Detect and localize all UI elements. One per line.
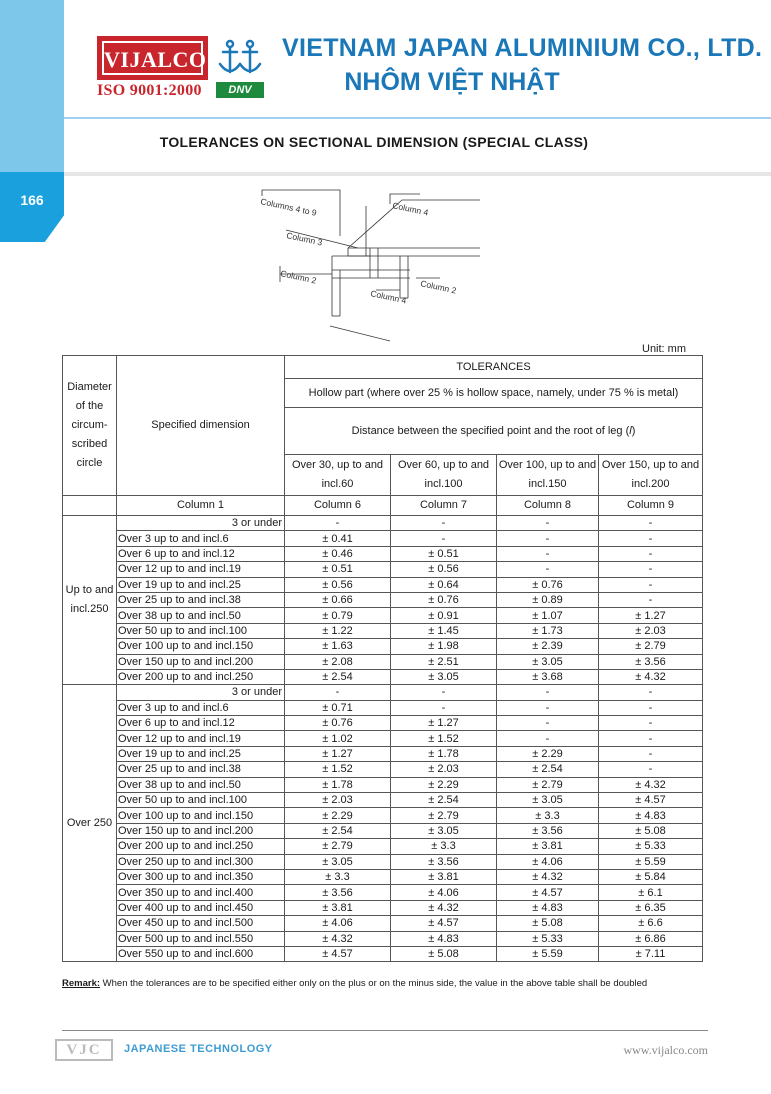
table-row: [63, 546, 703, 561]
tolerance-table: [62, 355, 703, 962]
tolerance-cell: ± 1.45: [391, 623, 497, 638]
dimension-cell: Over 19 up to and incl.25: [117, 577, 285, 592]
dimension-cell: Over 550 up to and incl.600: [117, 946, 285, 961]
tolerance-cell: ± 4.32: [599, 669, 703, 684]
dimension-cell: Over 500 up to and incl.550: [117, 931, 285, 946]
dimension-cell: Over 3 up to and incl.6: [117, 700, 285, 715]
tolerance-cell: ± 2.54: [497, 762, 599, 777]
sidebar-band: [0, 0, 64, 172]
table-row: [63, 839, 703, 854]
table-row: [63, 900, 703, 915]
header-range-9: Over 150, up to and incl.200: [599, 455, 703, 496]
tolerance-cell: ± 3.56: [497, 823, 599, 838]
tolerance-cell: ± 2.29: [285, 808, 391, 823]
diagram-label-columns-4-9: Columns 4 to 9: [259, 196, 318, 218]
section-diagram: [240, 186, 480, 346]
dimension-cell: Over 12 up to and incl.19: [117, 731, 285, 746]
tolerance-cell: ± 5.08: [497, 916, 599, 931]
dimension-cell: Over 3 up to and incl.6: [117, 531, 285, 546]
tolerance-cell: ± 3.81: [497, 839, 599, 854]
header-column-label: Column 1: [117, 496, 285, 516]
tolerance-cell: -: [497, 546, 599, 561]
tolerance-cell: ± 3.81: [285, 900, 391, 915]
footer-website[interactable]: www.vijalco.com: [623, 1043, 708, 1057]
table-row: [63, 516, 703, 531]
table-row: [63, 592, 703, 607]
tolerance-cell: ± 2.79: [599, 639, 703, 654]
tolerance-cell: ± 0.66: [285, 592, 391, 607]
tolerance-cell: ± 5.33: [497, 931, 599, 946]
dimension-cell: Over 250 up to and incl.300: [117, 854, 285, 869]
tolerance-cell: ± 5.33: [599, 839, 703, 854]
diagram-label-column-2-left: Column 2: [279, 268, 318, 286]
tolerance-cell: ± 4.83: [497, 900, 599, 915]
tolerance-cell: ± 2.79: [285, 839, 391, 854]
header-distance-symbol: l: [629, 424, 632, 437]
tolerance-cell: -: [497, 562, 599, 577]
tolerance-cell: ± 2.54: [391, 793, 497, 808]
tolerance-cell: ± 1.63: [285, 639, 391, 654]
tolerance-cell: ± 4.06: [391, 885, 497, 900]
dimension-cell: Over 6 up to and incl.12: [117, 546, 285, 561]
tolerance-cell: ± 4.06: [497, 854, 599, 869]
tolerance-cell: ± 5.84: [599, 869, 703, 884]
header-distance: [285, 408, 703, 455]
table-row: [63, 746, 703, 761]
tolerance-cell: ± 0.76: [391, 592, 497, 607]
header-column-label: Column 6: [285, 496, 391, 516]
header-column-label: Column 7: [391, 496, 497, 516]
table-row: [63, 639, 703, 654]
dimension-cell: Over 38 up to and incl.50: [117, 608, 285, 623]
tolerance-cell: ± 3.68: [497, 669, 599, 684]
tolerance-cell: ± 7.11: [599, 946, 703, 961]
tolerance-cell: ± 3.3: [497, 808, 599, 823]
tolerance-cell: ± 0.79: [285, 608, 391, 623]
diagram-label-column-4-top: Column 4: [391, 200, 430, 218]
tolerance-cell: ± 3.56: [285, 885, 391, 900]
tolerance-cell: ± 0.64: [391, 577, 497, 592]
tolerance-cell: -: [391, 700, 497, 715]
dimension-cell: Over 200 up to and incl.250: [117, 669, 285, 684]
tolerance-cell: ± 4.06: [285, 916, 391, 931]
group-label: Over 250: [63, 685, 117, 962]
table-row: [63, 823, 703, 838]
vijalco-logo-text: VIJALCO: [102, 41, 203, 75]
tolerance-cell: ± 1.02: [285, 731, 391, 746]
table-row: [63, 808, 703, 823]
table-row: [63, 762, 703, 777]
diagram-label-column-3: Column 3: [285, 230, 324, 248]
dimension-cell: Over 100 up to and incl.150: [117, 639, 285, 654]
tolerance-cell: ± 2.79: [391, 808, 497, 823]
table-row: [63, 885, 703, 900]
dimension-cell: Over 150 up to and incl.200: [117, 654, 285, 669]
tolerance-cell: ± 1.52: [285, 762, 391, 777]
tolerance-cell: ± 6.6: [599, 916, 703, 931]
company-name-vietnamese: NHÔM VIỆT NHẬT: [344, 68, 560, 96]
dimension-cell: Over 300 up to and incl.350: [117, 869, 285, 884]
tolerance-cell: ± 3.3: [285, 869, 391, 884]
title-divider: [64, 172, 771, 176]
tolerance-cell: -: [599, 685, 703, 700]
tolerance-cell: -: [391, 516, 497, 531]
remark-label: Remark:: [62, 978, 101, 989]
tolerance-cell: ± 1.78: [285, 777, 391, 792]
tolerance-cell: ± 0.89: [497, 592, 599, 607]
tolerance-cell: ± 5.59: [599, 854, 703, 869]
unit-label: Unit: mm: [642, 343, 686, 355]
tolerance-cell: ± 4.57: [285, 946, 391, 961]
tolerance-cell: ± 2.39: [497, 639, 599, 654]
dimension-cell: 3 or under: [117, 516, 285, 531]
tolerance-cell: ± 2.79: [497, 777, 599, 792]
footer-logo: VJC: [55, 1039, 113, 1061]
tolerance-cell: ± 1.98: [391, 639, 497, 654]
tolerance-cell: ± 6.1: [599, 885, 703, 900]
tolerance-cell: -: [599, 700, 703, 715]
tolerance-cell: -: [497, 731, 599, 746]
tolerance-cell: -: [497, 700, 599, 715]
dimension-cell: Over 150 up to and incl.200: [117, 823, 285, 838]
tolerance-cell: ± 1.78: [391, 746, 497, 761]
tolerance-cell: ± 1.73: [497, 623, 599, 638]
table-row: [63, 869, 703, 884]
tolerance-cell: -: [391, 531, 497, 546]
remark: [62, 978, 762, 989]
tolerance-cell: -: [599, 592, 703, 607]
tolerance-cell: ± 0.51: [285, 562, 391, 577]
remark-text: When the tolerances are to be specified either only on the plus or on the minus side, the value in the above table shall be doubled: [100, 978, 648, 989]
table-row: [63, 654, 703, 669]
tolerance-cell: ± 0.56: [391, 562, 497, 577]
dimension-cell: Over 350 up to and incl.400: [117, 885, 285, 900]
tolerance-cell: ± 2.51: [391, 654, 497, 669]
tolerance-cell: -: [599, 562, 703, 577]
header-distance-text: Distance between the specified point and the root of leg (: [351, 424, 630, 437]
header-column-blank: [63, 496, 117, 516]
tolerance-cell: ± 2.54: [285, 669, 391, 684]
iso-certification: ISO 9001:2000: [97, 82, 202, 99]
header-range-7: Over 60, up to and incl.100: [391, 455, 497, 496]
dimension-cell: Over 400 up to and incl.450: [117, 900, 285, 915]
table-row: [63, 793, 703, 808]
tolerance-cell: ± 3.05: [497, 793, 599, 808]
table-row: [63, 700, 703, 715]
table-row: [63, 916, 703, 931]
footer-divider: [62, 1030, 708, 1031]
tolerance-cell: ± 6.35: [599, 900, 703, 915]
table-row: [63, 716, 703, 731]
table-row: [63, 946, 703, 961]
dimension-cell: Over 25 up to and incl.38: [117, 592, 285, 607]
tolerance-cell: ± 4.57: [599, 793, 703, 808]
tolerance-cell: -: [599, 731, 703, 746]
header-tolerances: TOLERANCES: [285, 356, 703, 379]
tolerance-cell: -: [497, 685, 599, 700]
tolerance-cell: ± 4.32: [599, 777, 703, 792]
tolerance-cell: ± 3.05: [497, 654, 599, 669]
table-row: [63, 562, 703, 577]
tolerance-cell: ± 1.22: [285, 623, 391, 638]
tolerance-cell: ± 4.57: [497, 885, 599, 900]
tolerance-cell: ± 1.27: [391, 716, 497, 731]
tolerance-cell: ± 2.08: [285, 654, 391, 669]
dimension-cell: Over 100 up to and incl.150: [117, 808, 285, 823]
page-number: 166: [20, 192, 44, 208]
header-range-6: Over 30, up to and incl.60: [285, 455, 391, 496]
header-divider: [64, 117, 771, 119]
tolerance-cell: -: [497, 531, 599, 546]
tolerance-cell: ± 4.57: [391, 916, 497, 931]
header-range-8: Over 100, up to and incl.150: [497, 455, 599, 496]
tolerance-cell: ± 0.46: [285, 546, 391, 561]
tolerance-cell: -: [599, 531, 703, 546]
header-diameter: [63, 356, 117, 496]
table-row: [63, 608, 703, 623]
tolerance-cell: -: [599, 577, 703, 592]
diagram-label-column-4-bottom: Column 4: [369, 288, 408, 306]
table-row: [63, 577, 703, 592]
tolerance-cell: ± 5.08: [599, 823, 703, 838]
header-column-label: Column 8: [497, 496, 599, 516]
tolerance-cell: ± 0.91: [391, 608, 497, 623]
tolerance-cell: ± 3.56: [599, 654, 703, 669]
tolerance-cell: -: [285, 685, 391, 700]
tolerance-cell: ± 0.56: [285, 577, 391, 592]
tolerance-cell: ± 2.03: [285, 793, 391, 808]
tolerance-cell: ± 0.71: [285, 700, 391, 715]
dimension-cell: 3 or under: [117, 685, 285, 700]
tolerance-cell: ± 2.03: [391, 762, 497, 777]
tolerance-cell: -: [599, 746, 703, 761]
company-name-english: VIETNAM JAPAN ALUMINIUM CO., LTD.: [282, 34, 763, 62]
header-distance-end: ): [631, 424, 636, 437]
tolerance-cell: ± 0.41: [285, 531, 391, 546]
tolerance-cell: ± 0.51: [391, 546, 497, 561]
header-diameter-text: Diameter of the circum- scribed circle: [67, 381, 112, 469]
tolerance-cell: ± 2.29: [497, 746, 599, 761]
table-row: [63, 531, 703, 546]
page-title: TOLERANCES ON SECTIONAL DIMENSION (SPECIAL CLASS): [159, 134, 589, 150]
tolerance-cell: -: [599, 716, 703, 731]
header-column-label: Column 9: [599, 496, 703, 516]
tolerance-cell: ± 0.76: [497, 577, 599, 592]
group-label: Up to and incl.250: [63, 516, 117, 685]
tolerance-cell: ± 4.32: [497, 869, 599, 884]
tolerance-cell: ± 1.27: [599, 608, 703, 623]
tolerance-cell: -: [285, 516, 391, 531]
tolerance-cell: ± 3.05: [285, 854, 391, 869]
tolerance-cell: ± 4.32: [285, 931, 391, 946]
dimension-cell: Over 50 up to and incl.100: [117, 623, 285, 638]
table-row: [63, 623, 703, 638]
tolerance-cell: -: [599, 516, 703, 531]
dnv-badge: DNV: [216, 82, 264, 98]
tolerance-cell: -: [599, 546, 703, 561]
table-row: [63, 685, 703, 700]
table-row: [63, 777, 703, 792]
dimension-cell: Over 19 up to and incl.25: [117, 746, 285, 761]
table-row: [63, 731, 703, 746]
tolerance-cell: ± 1.07: [497, 608, 599, 623]
footer-tagline: JAPANESE TECHNOLOGY: [124, 1043, 273, 1055]
tolerance-cell: ± 5.08: [391, 946, 497, 961]
tolerance-cell: -: [599, 762, 703, 777]
tolerance-cell: ± 5.59: [497, 946, 599, 961]
vijalco-logo: [97, 36, 208, 80]
tolerance-cell: ± 3.05: [391, 669, 497, 684]
tolerance-cell: ± 2.54: [285, 823, 391, 838]
tolerance-cell: -: [391, 685, 497, 700]
tolerance-cell: ± 3.05: [391, 823, 497, 838]
tolerance-cell: ± 6.86: [599, 931, 703, 946]
header-specified-dimension: Specified dimension: [117, 356, 285, 496]
table-row: [63, 931, 703, 946]
tolerance-cell: -: [497, 516, 599, 531]
tolerance-cell: ± 3.81: [391, 869, 497, 884]
dimension-cell: Over 450 up to and incl.500: [117, 916, 285, 931]
dimension-cell: Over 6 up to and incl.12: [117, 716, 285, 731]
table-row: [63, 669, 703, 684]
tolerance-cell: ± 4.83: [391, 931, 497, 946]
table-row: [63, 854, 703, 869]
tolerance-cell: ± 2.03: [599, 623, 703, 638]
dimension-cell: Over 50 up to and incl.100: [117, 793, 285, 808]
tolerance-cell: ± 1.52: [391, 731, 497, 746]
dimension-cell: Over 12 up to and incl.19: [117, 562, 285, 577]
tolerance-cell: -: [497, 716, 599, 731]
dimension-cell: Over 25 up to and incl.38: [117, 762, 285, 777]
tolerance-cell: ± 4.83: [599, 808, 703, 823]
tolerance-cell: ± 1.27: [285, 746, 391, 761]
dimension-cell: Over 200 up to and incl.250: [117, 839, 285, 854]
tolerance-cell: ± 4.32: [391, 900, 497, 915]
dnv-anchor-icon: [216, 38, 264, 78]
diagram-label-column-2-right: Column 2: [419, 278, 458, 296]
tolerance-cell: ± 0.76: [285, 716, 391, 731]
tolerance-cell: ± 3.56: [391, 854, 497, 869]
tolerance-cell: ± 2.29: [391, 777, 497, 792]
dimension-cell: Over 38 up to and incl.50: [117, 777, 285, 792]
header-hollow-part: Hollow part (where over 25 % is hollow space, namely, under 75 % is metal): [285, 379, 703, 408]
tolerance-cell: ± 3.3: [391, 839, 497, 854]
